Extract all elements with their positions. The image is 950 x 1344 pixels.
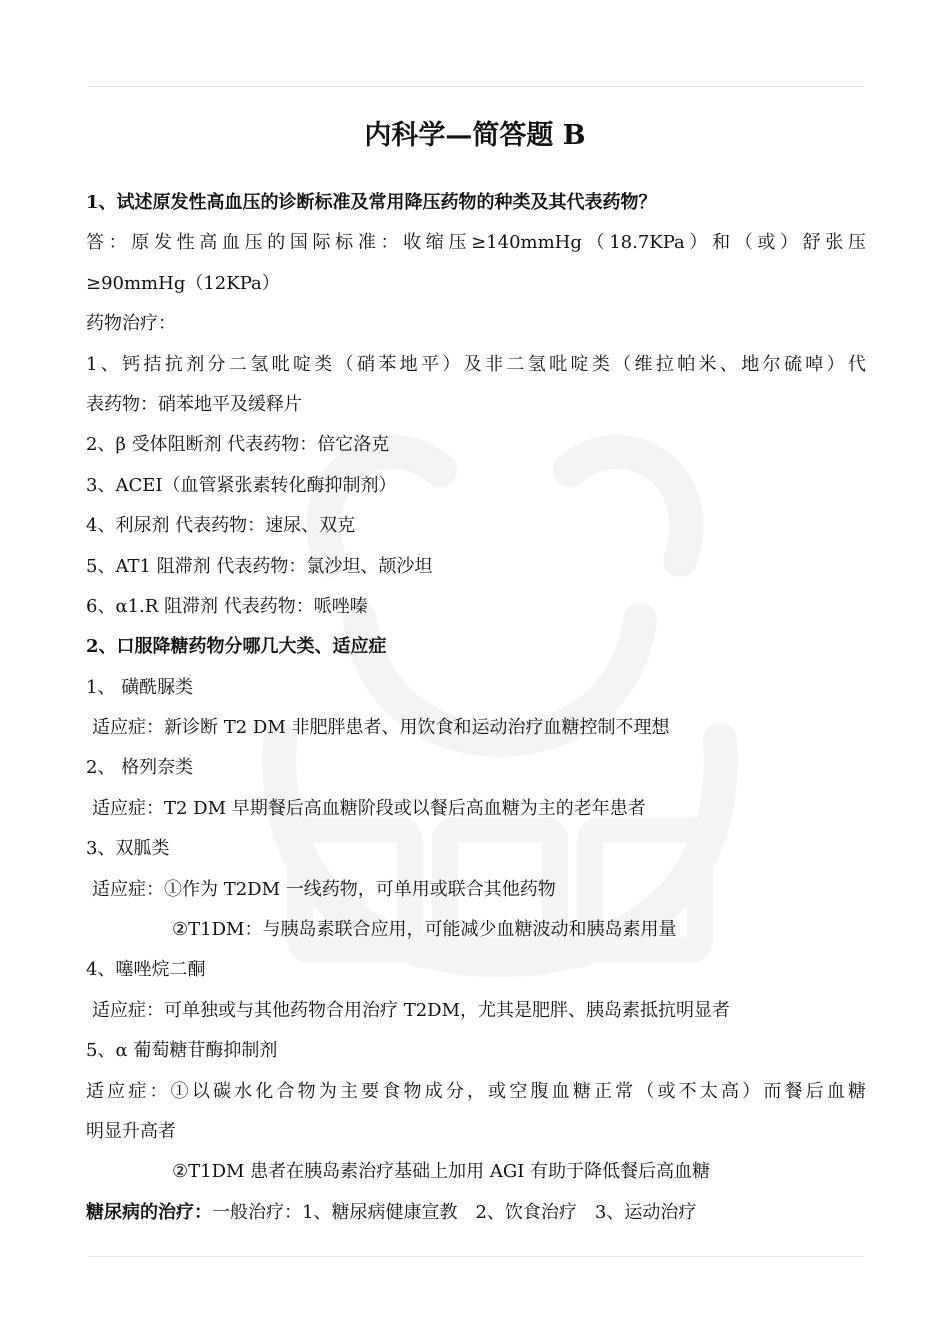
q1-item-1-line-2: 表药物：硝苯地平及缓释片	[86, 393, 302, 415]
question-2-heading: 2、口服降糖药物分哪几大类、适应症	[86, 636, 387, 658]
q2-class-2-indication: 适应症：T2 DM 早期餐后高血糖阶段或以餐后高血糖为主的老年患者	[92, 797, 646, 819]
diabetes-treatment-text: 一般治疗：1、糖尿病健康宣教 2、饮食治疗 3、运动治疗	[212, 1201, 697, 1223]
q2-class-3-indication-1: 适应症：①作为 T2DM 一线药物，可单用或联合其他药物	[92, 878, 556, 900]
diabetes-treatment-label: 糖尿病的治疗：	[86, 1201, 212, 1223]
q1-item-4: 4、利尿剂 代表药物：速尿、双克	[86, 515, 356, 537]
question-1-heading: 1、试述原发性高血压的诊断标准及常用降压药物的种类及其代表药物？	[86, 192, 657, 213]
q2-class-1-indication: 适应症：新诊断 T2 DM 非肥胖患者、用饮食和运动治疗血糖控制不理想	[92, 717, 670, 739]
header-divider	[88, 86, 864, 87]
q1-item-3: 3、ACEI（血管紧张素转化酶抑制剂）	[86, 474, 397, 496]
q1-answer-line-2: ≥90mmHg（12KPa）	[86, 272, 280, 294]
footer-divider	[88, 1256, 864, 1257]
document-body	[86, 183, 866, 1233]
q2-class-3-indication-2: ②T1DM：与胰岛素联合应用，可能减少血糖波动和胰岛素用量	[172, 919, 677, 941]
q2-class-4-indication: 适应症：可单独或与其他药物合用治疗 T2DM，尤其是肥胖、胰岛素抵抗明显者	[92, 999, 731, 1021]
q2-class-3: 3、双胍类	[86, 838, 170, 860]
q2-class-1: 1、 磺酰脲类	[86, 676, 194, 698]
q1-item-1-line-1: 1、钙拮抗剂分二氢吡啶类（硝苯地平）及非二氢吡啶类（维拉帕米、地尔硫啅）代	[86, 353, 866, 375]
q2-class-2: 2、 格列奈类	[86, 757, 194, 779]
q2-class-5-indication-1-line-2: 明显升高者	[86, 1120, 176, 1142]
page-title: 内科学—简答题 B	[364, 120, 586, 151]
q2-class-5: 5、α 葡萄糖苷酶抑制剂	[86, 1040, 278, 1062]
diabetes-treatment-line	[86, 1193, 866, 1233]
q2-class-5-indication-1-line-1: 适应症：①以碳水化合物为主要食物成分，或空腹血糖正常（或不太高）而餐后血糖	[86, 1080, 866, 1102]
q1-drug-header: 药物治疗：	[86, 313, 176, 335]
q1-answer-line-1: 答：原发性高血压的国际标准：收缩压≥140mmHg（18.7KPa）和（或）舒张压	[86, 232, 866, 254]
q2-class-5-indication-2: ②T1DM 患者在胰岛素治疗基础上加用 AGI 有助于降低餐后高血糖	[172, 1161, 711, 1183]
q1-item-6: 6、α1.R 阻滞剂 代表药物：哌唑嗪	[86, 595, 368, 617]
q2-class-4: 4、噻唑烷二酮	[86, 959, 206, 981]
q1-item-2: 2、β 受体阻断剂 代表药物：倍它洛克	[86, 434, 390, 456]
q1-item-5: 5、AT1 阻滞剂 代表药物：氯沙坦、颉沙坦	[86, 555, 433, 577]
